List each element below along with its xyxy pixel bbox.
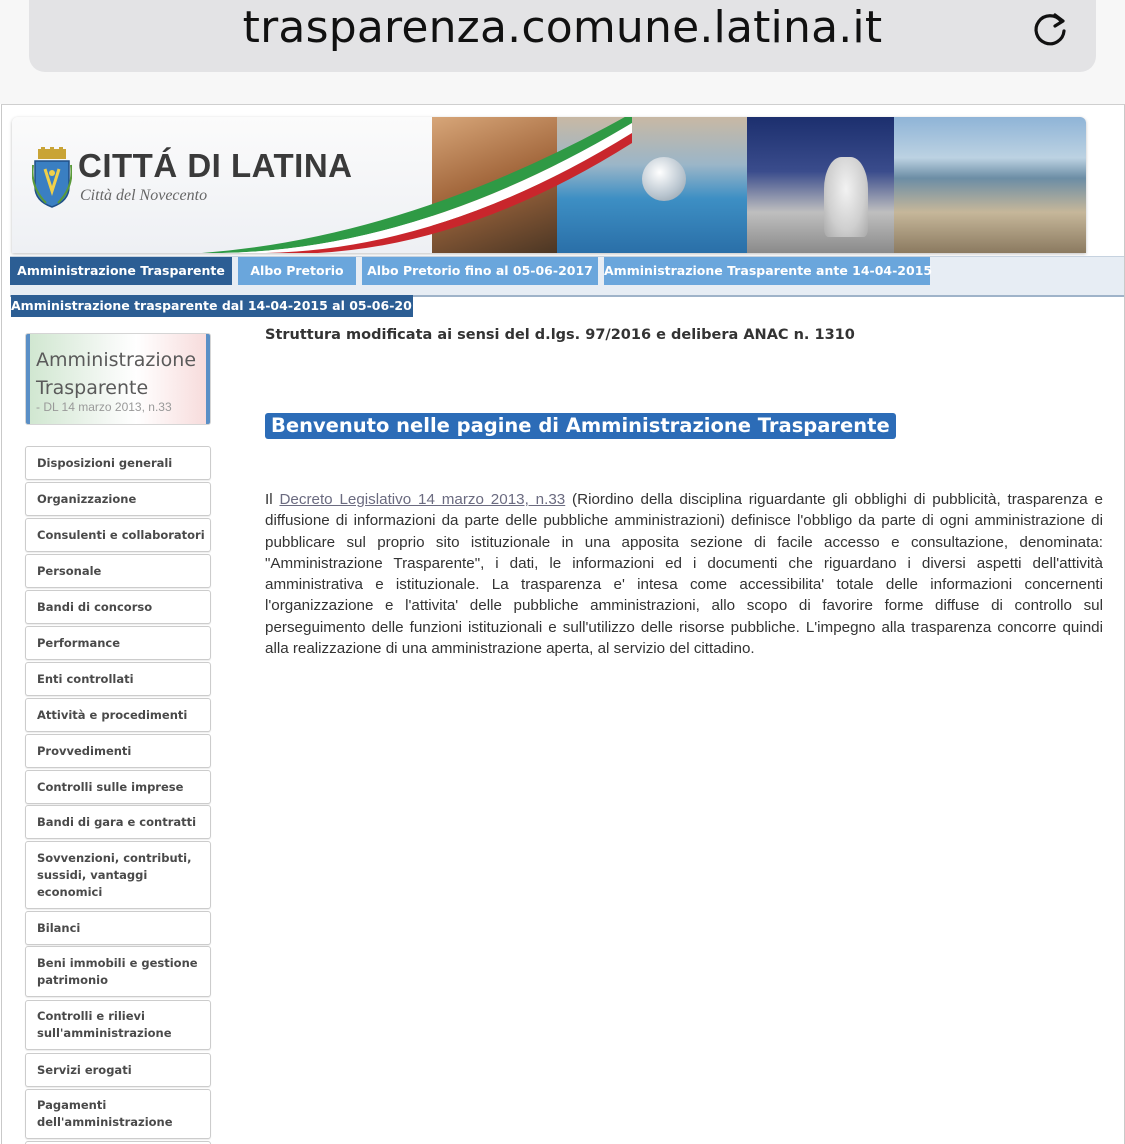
sidebar-item-provvedimenti[interactable] <box>25 734 211 768</box>
tab-albo-pretorio[interactable]: Albo Pretorio <box>238 257 356 285</box>
sidebar-item-attivita-procedimenti[interactable] <box>25 698 211 732</box>
box-edge-left <box>26 334 30 424</box>
sidebar-item-bandi-gara[interactable] <box>25 805 211 839</box>
city-tagline: Città del Novecento <box>80 187 208 204</box>
sidebar-item-sovvenzioni[interactable] <box>25 841 211 909</box>
box-subtitle: - DL 14 marzo 2013, n.33 <box>36 400 172 414</box>
sidebar-item-controlli-imprese[interactable] <box>25 770 211 804</box>
banner-photo-palace <box>747 117 894 253</box>
web-page <box>1 104 1125 1144</box>
sidebar-item-label: Sovvenzioni, contributi, sussidi, vantaggi economici <box>37 850 192 899</box>
sidebar-item-label: Consulenti e collaboratori <box>37 527 205 542</box>
decreto-legislativo-link[interactable]: Decreto Legislativo 14 marzo 2013, n.33 <box>279 491 566 508</box>
browser-chrome <box>0 0 1125 104</box>
sidebar-item-label: Organizzazione <box>37 491 137 506</box>
sidebar-item-servizi-erogati[interactable] <box>25 1053 211 1087</box>
main-nav-bar <box>10 256 1124 297</box>
fountain-sphere <box>642 157 686 201</box>
city-crest-icon[interactable] <box>32 147 72 209</box>
welcome-heading: Benvenuto nelle pagine di Amministrazione Trasparente <box>265 413 896 439</box>
sidebar-item-label: Personale <box>37 563 102 578</box>
sidebar-item-pagamenti[interactable] <box>25 1089 211 1139</box>
sidebar-item-beni-immobili[interactable] <box>25 946 211 997</box>
sidebar-item-controlli-rilievi[interactable] <box>25 1000 211 1050</box>
sidebar-item-performance[interactable] <box>25 626 211 660</box>
box-title: Amministrazione Trasparente <box>36 349 197 399</box>
sidebar-item-label: Bandi di gara e contratti <box>37 814 197 829</box>
intro-prefix: Il <box>265 491 280 508</box>
italian-flag-ribbon <box>162 117 632 253</box>
reload-icon[interactable] <box>1028 7 1072 51</box>
sidebar-item-personale[interactable] <box>25 554 211 588</box>
sidebar-item-label: Performance <box>37 635 121 650</box>
sidebar-item-bilanci[interactable] <box>25 911 211 945</box>
structure-note: Struttura modificata ai sensi del d.lgs. 97/2016 e delibera ANAC n. 1310 <box>265 327 855 343</box>
sidebar-item-label: Bilanci <box>37 920 81 935</box>
intro-body: (Riordino della disciplina riguardante gli obblighi di pubblicità, trasparenza e diffusione di informazioni da parte delle pubbliche amministrazioni) definisce l'obbligo da parte di ogni amministrazione di pubblicare sul proprio sito istituzionale in una apposita sezione di facile accesso e consultazione, denominata: "Amministrazione Trasparente", i dati, le informazioni ed i documenti che riguardano i diversi aspetti dell'attività amministrativa e istituzionale. La trasparenza e' intesa come accessibilita' totale delle informazioni concernenti l'organizzazione e l'attivita' delle pubbliche amministrazioni, allo scopo di favorire forme diffuse di controllo sul perseguimento delle funzioni istituzionali e sull'utilizzo delle risorse pubbliche. L'impegno alla trasparenza concorre quindi alla realizzazione di una amministrazione aperta, al servizio del cittadino. <box>265 491 1103 658</box>
url-text[interactable]: trasparenza.comune.latina.it <box>242 2 883 53</box>
sidebar-item-consulenti[interactable] <box>25 518 211 552</box>
tab-amministrazione-trasparente[interactable]: Amministrazione Trasparente <box>10 257 232 285</box>
banner-photo-beach <box>894 117 1086 253</box>
sidebar-item-label: Provvedimenti <box>37 743 132 758</box>
sidebar-item-label: Servizi erogati <box>37 1062 132 1077</box>
sidebar-item-bandi-concorso[interactable] <box>25 590 211 624</box>
sidebar-item-label: Enti controllati <box>37 671 134 686</box>
city-name-logo-text[interactable]: CITTÁ DI LATINA <box>78 147 353 184</box>
sidebar-item-label: Controlli e rilievi sull'amministrazione <box>37 1009 172 1040</box>
sidebar-item-label: Bandi di concorso <box>37 599 153 614</box>
intro-paragraph <box>265 489 1103 659</box>
sidebar-item-label: Beni immobili e gestione patrimonio <box>37 955 198 987</box>
sidebar-item-label: Controlli sulle imprese <box>37 779 184 794</box>
tab-amministrazione-2015-2017[interactable]: Amministrazione trasparente dal 14-04-2015 al 05-06-2017 <box>11 295 413 317</box>
tab-albo-pretorio-fino-2017[interactable]: Albo Pretorio fino al 05-06-2017 <box>362 257 598 285</box>
tab-amministrazione-ante-2015[interactable]: Amministrazione Trasparente ante 14-04-2015 <box>604 257 930 285</box>
sidebar-item-label: Attività e procedimenti <box>37 707 188 722</box>
sidebar-item-disposizioni-generali[interactable] <box>25 446 211 480</box>
sidebar-item-organizzazione[interactable] <box>25 482 211 516</box>
amministrazione-trasparente-box[interactable] <box>25 333 211 425</box>
sidebar-item-label: Disposizioni generali <box>37 455 173 470</box>
statue-figure <box>824 157 868 237</box>
sidebar-item-label: Pagamenti dell'amministrazione <box>37 1098 173 1129</box>
sidebar-item-enti-controllati[interactable] <box>25 662 211 696</box>
site-header-banner <box>12 117 1086 253</box>
